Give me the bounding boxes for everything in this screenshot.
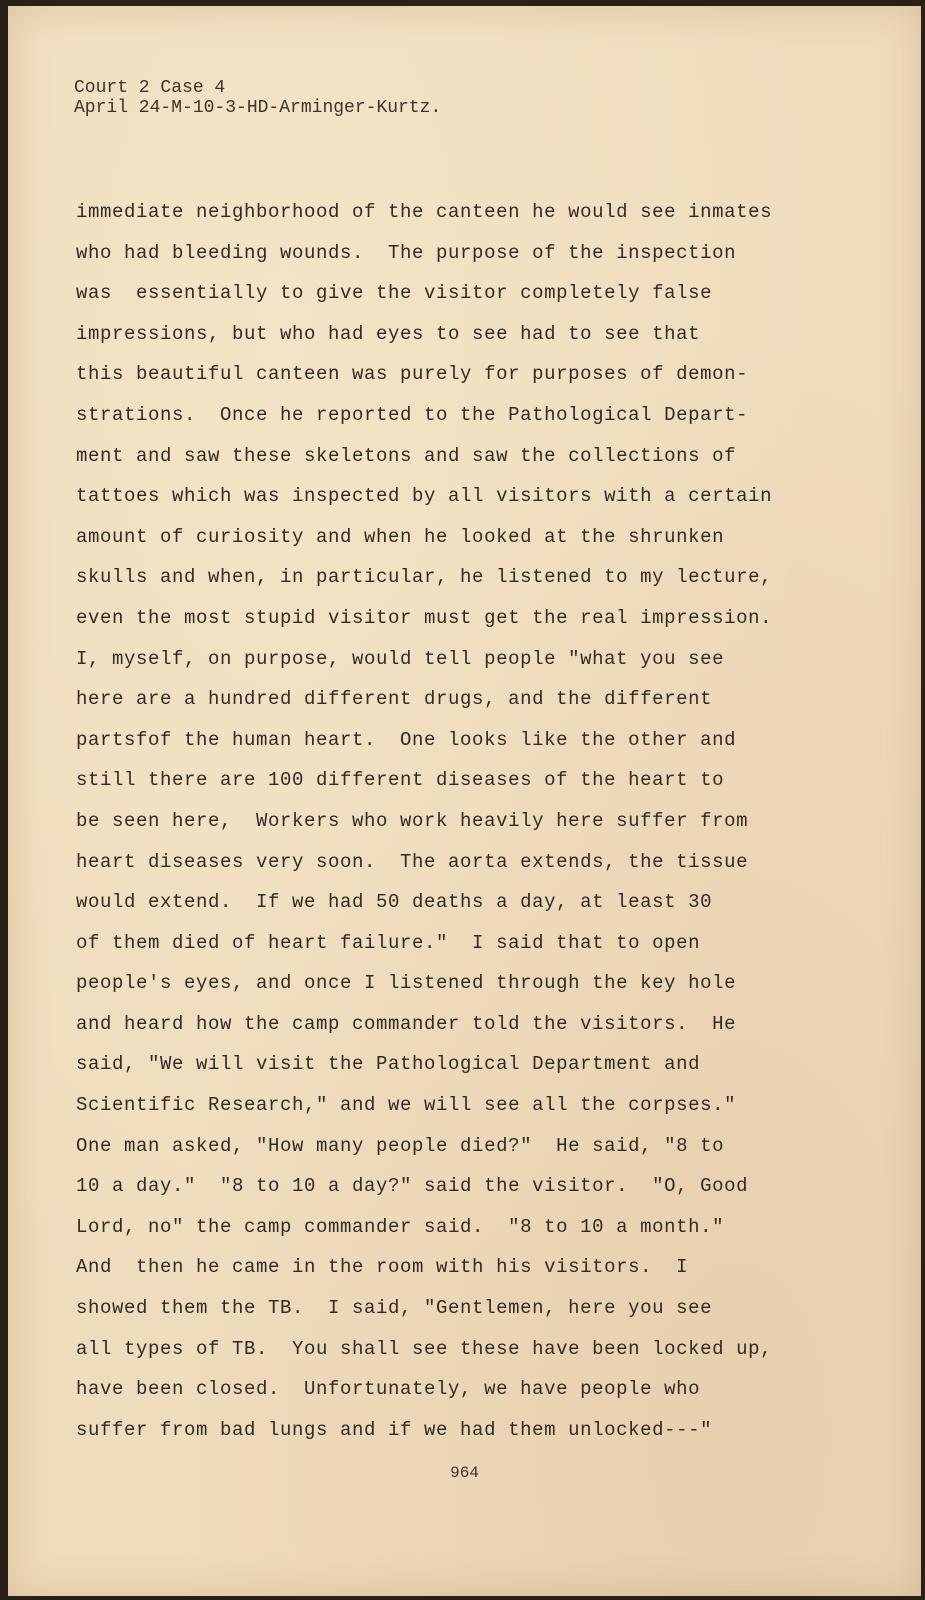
transcript-line: all types of TB. You shall see these have been locked up,	[76, 1337, 773, 1360]
transcript-line: suffer from bad lungs and if we had them unlocked---"	[76, 1418, 713, 1441]
transcript-line: said, "We will visit the Pathological Department and	[76, 1053, 701, 1076]
transcript-line: heart diseases very soon. The aorta extends, the tissue	[76, 850, 749, 873]
document-page	[8, 6, 921, 1596]
transcript-line: who had bleeding wounds. The purpose of the inspection	[76, 241, 737, 264]
transcript-line: this beautiful canteen was purely for purposes of demon-	[76, 363, 749, 386]
transcript-line: still there are 100 different diseases of the heart to	[76, 769, 725, 792]
transcript-line: was essentially to give the visitor completely false	[76, 282, 713, 305]
transcript-line: be seen here, Workers who work heavily here suffer from	[76, 809, 749, 832]
transcript-line: strations. Once he reported to the Pathological Depart-	[76, 403, 749, 426]
transcript-line: ment and saw these skeletons and saw the collections of	[76, 444, 737, 467]
transcript-line: partsfof the human heart. One looks like the other and	[76, 728, 737, 751]
transcript-line: amount of curiosity and when he looked at the shrunken	[76, 525, 725, 548]
header-session-reference: April 24-M-10-3-HD-Arminger-Kurtz.	[74, 98, 442, 118]
transcript-line: have been closed. Unfortunately, we have people who	[76, 1378, 701, 1401]
transcript-line: and heard how the camp commander told the visitors. He	[76, 1012, 737, 1035]
transcript-line: immediate neighborhood of the canteen he would see inmates	[76, 201, 773, 223]
transcript-line: people's eyes, and once I listened through the key hole	[76, 972, 737, 995]
transcript-line: tattoes which was inspected by all visitors with a certain	[76, 485, 773, 508]
header-court-case: Court 2 Case 4	[74, 78, 226, 98]
transcript-line: Scientific Research," and we will see all the corpses."	[76, 1094, 737, 1117]
transcript-line: of them died of heart failure." I said that to open	[76, 931, 701, 954]
transcript-line: showed them the TB. I said, "Gentlemen, here you see	[76, 1297, 713, 1320]
transcript-line: I, myself, on purpose, would tell people "what you see	[76, 647, 725, 670]
transcript-line: 10 a day." "8 to 10 a day?" said the visitor. "O, Good	[76, 1175, 749, 1198]
transcript-line: And then he came in the room with his visitors. I	[76, 1256, 689, 1279]
transcript-body	[76, 192, 876, 1450]
transcript-line: skulls and when, in particular, he listened to my lecture,	[76, 566, 773, 589]
page-number: 964	[450, 1464, 479, 1482]
transcript-line: One man asked, "How many people died?" He said, "8 to	[76, 1134, 725, 1157]
transcript-line: would extend. If we had 50 deaths a day, at least 30	[76, 891, 713, 914]
document-header	[74, 78, 441, 118]
transcript-line: here are a hundred different drugs, and the different	[76, 688, 713, 711]
transcript-line: even the most stupid visitor must get the real impression.	[76, 606, 773, 629]
transcript-line: Lord, no" the camp commander said. "8 to 10 a month."	[76, 1215, 725, 1238]
transcript-line: impressions, but who had eyes to see had to see that	[76, 322, 701, 345]
